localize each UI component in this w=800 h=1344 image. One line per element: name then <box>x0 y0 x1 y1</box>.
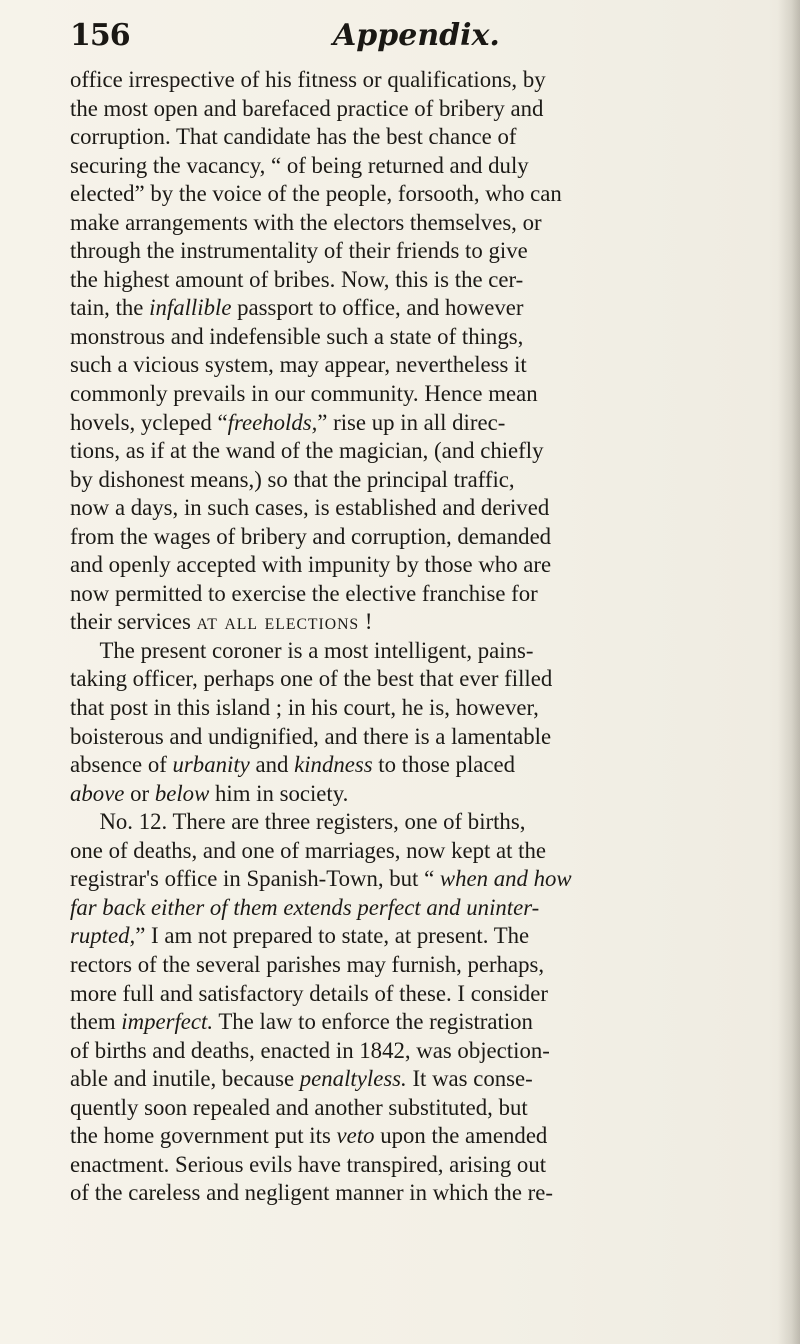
text-line <box>70 1094 770 1123</box>
text-line <box>70 1037 770 1066</box>
text-line <box>70 837 770 866</box>
text-run: of the careless and negligent manner in which the re- <box>70 1180 553 1207</box>
text-run: absence of <box>70 752 173 779</box>
page-number: 156 <box>70 18 130 53</box>
text-run: urbanity <box>172 752 250 779</box>
text-run: and <box>249 752 295 779</box>
text-line <box>70 380 770 409</box>
text-line <box>70 1008 770 1037</box>
text-run: and openly accepted with impunity by those who are <box>70 552 552 579</box>
text-line <box>70 123 770 152</box>
text-run: infallible <box>149 295 232 322</box>
text-run: that post in this island ; in his court, he is, however, <box>70 695 539 722</box>
text-run: It was conse- <box>406 1066 533 1093</box>
text-run: veto <box>336 1123 375 1150</box>
text-run: elected” by the voice of the people, forsooth, who can <box>70 181 562 208</box>
text-run: ” I am not prepared to state, at present. The <box>135 923 530 950</box>
text-run: the home government put its <box>70 1123 337 1150</box>
text-line <box>70 1065 770 1094</box>
text-line <box>70 808 769 837</box>
text-run: hovels, ycleped “ <box>70 409 228 436</box>
text-run: their services <box>70 609 197 636</box>
text-run: corruption. That candidate has the best chance of <box>70 124 517 151</box>
text-line <box>70 694 770 723</box>
text-run: upon the amended <box>374 1123 548 1150</box>
text-run: No. 12. There are three registers, one of births, <box>99 809 526 836</box>
text-line <box>70 1151 770 1180</box>
text-run: commonly prevails in our community. Hence mean <box>70 381 538 408</box>
text-run: imperfect. <box>121 1009 214 1036</box>
text-line <box>70 523 770 552</box>
text-line <box>70 237 770 266</box>
text-line <box>70 551 770 580</box>
text-run: or <box>124 780 155 807</box>
text-line <box>70 665 770 694</box>
text-line <box>70 1122 770 1151</box>
text-line <box>70 323 770 352</box>
text-line <box>70 637 769 666</box>
text-line <box>70 152 770 181</box>
text-run: far back either of them extends perfect and uninter- <box>70 894 540 921</box>
text-run: below <box>154 780 210 807</box>
text-run: through the instrumentality of their friends to give <box>70 238 528 265</box>
text-run: ! <box>359 609 373 636</box>
text-line <box>70 409 770 438</box>
text-run: one of deaths, and one of marriages, now kept at the <box>70 837 547 864</box>
text-line <box>70 437 770 466</box>
text-line <box>70 1179 770 1208</box>
body-text <box>70 66 782 1208</box>
text-run: ” rise up in all direc- <box>317 409 506 436</box>
text-run: freeholds, <box>227 409 318 436</box>
text-run: kindness <box>294 752 373 779</box>
page-edge-shadow <box>778 0 800 1344</box>
text-run: registrar's office in Spanish-Town, but “ <box>70 866 440 893</box>
page-header <box>70 12 750 62</box>
text-line <box>70 780 770 809</box>
text-run: of births and deaths, enacted in 1842, was objection- <box>70 1037 550 1064</box>
text-run: The law to enforce the registration <box>213 1009 533 1036</box>
text-run: now a days, in such cases, is established and derived <box>70 495 550 522</box>
text-run: The present coroner is a most intelligent, pains- <box>99 637 534 664</box>
text-run: rectors of the several parishes may furnish, perhaps, <box>70 951 545 978</box>
text-run: by dishonest means,) so that the principal traffic, <box>70 466 515 493</box>
text-line <box>70 751 770 780</box>
running-head: Appendix. <box>333 18 500 53</box>
text-run: rupted, <box>70 923 136 950</box>
text-run: penaltyless. <box>299 1066 407 1093</box>
text-line <box>70 922 770 951</box>
text-line <box>70 865 770 894</box>
text-run: enactment. Serious evils have transpired, arising out <box>70 1151 547 1178</box>
text-line <box>70 466 770 495</box>
text-line <box>70 608 770 637</box>
text-run: such a vicious system, may appear, nevertheless it <box>70 352 527 379</box>
text-line <box>70 580 770 609</box>
text-line <box>70 66 770 95</box>
text-line <box>70 951 770 980</box>
text-run: passport to office, and however <box>231 295 524 322</box>
text-line <box>70 351 770 380</box>
text-line <box>70 723 770 752</box>
text-run: tions, as if at the wand of the magician, (and chiefly <box>70 438 544 465</box>
text-run: office irrespective of his fitness or qualifications, by <box>70 67 546 93</box>
text-run: monstrous and indefensible such a state of things, <box>70 323 524 350</box>
text-run: boisterous and undignified, and there is a lamentable <box>70 723 552 750</box>
text-run: now permitted to exercise the elective franchise for <box>70 580 538 607</box>
text-line <box>70 494 770 523</box>
text-run: securing the vacancy, “ of being returned and duly <box>70 152 529 179</box>
text-line <box>70 95 770 124</box>
text-run: from the wages of bribery and corruption, demanded <box>70 523 552 550</box>
text-run: taking officer, perhaps one of the best that ever filled <box>70 666 553 693</box>
text-line <box>70 209 770 238</box>
text-run: at all elections <box>196 609 360 636</box>
text-run: when and how <box>439 866 572 893</box>
text-run: them <box>70 1009 122 1036</box>
text-line <box>70 266 770 295</box>
text-run: able and inutile, because <box>70 1066 300 1093</box>
text-line <box>70 180 770 209</box>
text-line <box>70 294 770 323</box>
text-run: the highest amount of bribes. Now, this is the cer- <box>70 266 524 293</box>
text-run: above <box>70 780 125 807</box>
text-run: make arrangements with the electors themselves, or <box>70 209 542 236</box>
text-run: him in society. <box>209 780 349 807</box>
text-run: tain, the <box>70 295 150 322</box>
text-run: quently soon repealed and another substituted, but <box>70 1094 528 1121</box>
text-run: more full and satisfactory details of these. I consider <box>70 980 548 1007</box>
text-run: to those placed <box>372 752 516 779</box>
text-run: the most open and barefaced practice of bribery and <box>70 95 544 122</box>
text-line <box>70 894 770 923</box>
text-line <box>70 980 770 1009</box>
